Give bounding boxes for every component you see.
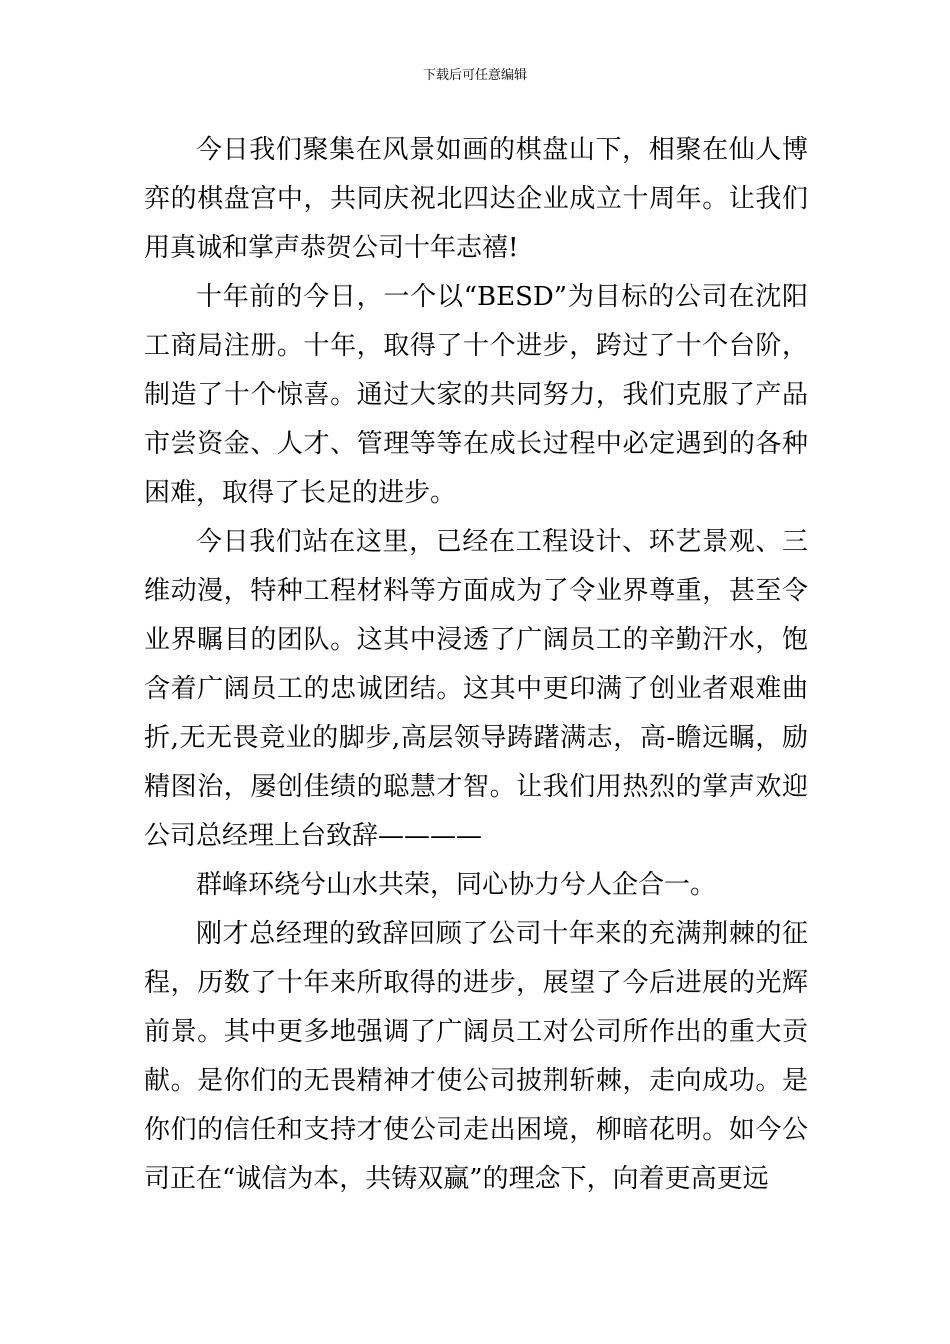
paragraph: 群峰环绕兮山水共荣，同心协力兮人企合一。 [196,870,717,900]
document-body [144,126,808,1204]
paragraph: 今日我们聚集在风景如画的棋盘山下，相聚在仙人博弈的棋盘宫中，共同庆祝北四达企业成立十周年。让我们用真诚和掌声恭贺公司十年志禧! [144,135,808,263]
paragraph: 十年前的今日，一个以“BESD”为目标的公司在沈阳工商局注册。十年，取得了十个进步，跨过了十个台阶，制造了十个惊喜。通过大家的共同努力，我们克服了产品市尝资金、人才、管理等等在成长过程中必定遇到的各种困难，取得了长足的进步。 [144,282,808,508]
paragraph: 今日我们站在这里，已经在工程设计、环艺景观、三维动漫，特种工程材料等方面成为了令业界尊重，甚至令业界瞩目的团队。这其中浸透了广阔员工的辛勤汗水，饱含着广阔员工的忠诚团结。这其中更印满了创业者艰难曲折,无无畏竞业的脚步,高层领导踌躇满志，高-瞻远瞩，励精图治，屡创佳绩的聪慧才智。让我们用热烈的掌声欢迎公司总经理上台致辞———— [144,527,808,851]
page-header: 下载后可任意编辑 [422,68,527,83]
paragraph: 刚才总经理的致辞回顾了公司十年来的充满荆棘的征程，历数了十年来所取得的进步，展望了今后进展的光辉前景。其中更多地强调了广阔员工对公司所作出的重大贡献。是你们的无畏精神才使公司披荆斩棘，走向成功。是你们的信任和支持才使公司走出困境，柳暗花明。如今公司正在“诚信为本，共铸双赢”的理念下，向着更高更远 [144,919,808,1194]
